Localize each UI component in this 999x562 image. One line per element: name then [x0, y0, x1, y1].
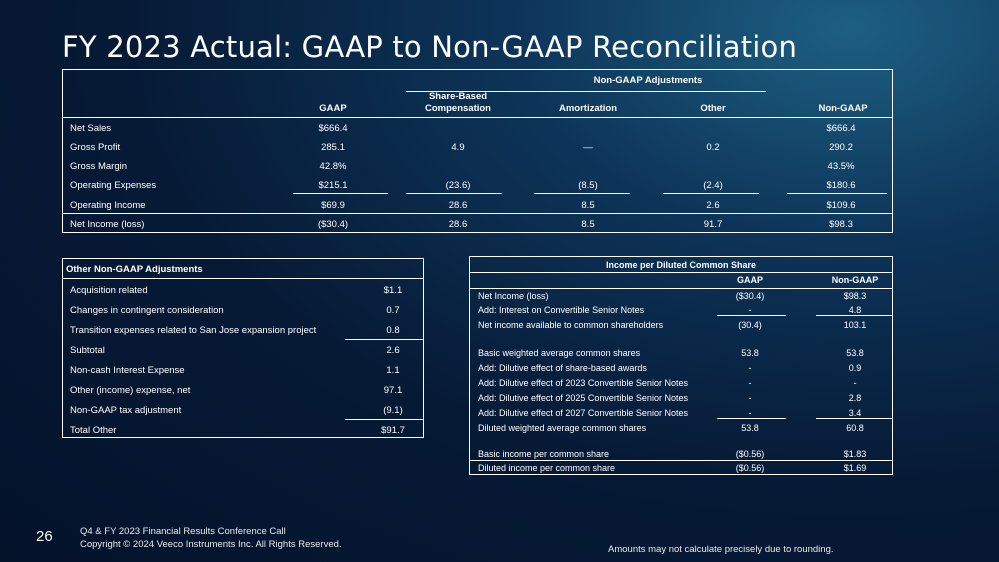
other-row-label: Acquisition related [70, 285, 148, 296]
other-value: (2.4) [703, 180, 723, 191]
sbc-value: 28.6 [448, 219, 468, 230]
gaap-value: 285.1 [321, 142, 345, 153]
eps-divider [470, 460, 892, 461]
eps-underline [717, 418, 786, 419]
eps-gaap-value: 53.8 [741, 348, 759, 358]
other-row-label: Non-cash Interest Expense [70, 365, 185, 376]
eps-gaap-value: - [748, 305, 752, 315]
subtotal-underline [406, 193, 502, 194]
footer-text [80, 525, 342, 551]
other-row-value: 0.7 [386, 305, 400, 316]
rounding-note: Amounts may not calculate precisely due to rounding. [608, 544, 834, 555]
gaap-value: $69.9 [321, 200, 345, 211]
row-label: Net Sales [70, 123, 112, 134]
row-label: Gross Profit [70, 142, 121, 153]
eps-nongaap-value: 2.8 [848, 393, 862, 403]
other-value: 91.7 [703, 219, 723, 230]
reconciliation-table [62, 69, 893, 233]
eps-row-label: Add: Dilutive effect of share-based awards [478, 363, 647, 373]
row-label: Net Income (loss) [70, 219, 145, 230]
eps-gaap-value: ($0.56) [735, 449, 765, 459]
other-row-value: 0.8 [386, 325, 400, 336]
other-row-value: (9.1) [383, 405, 403, 416]
nongaap-value: 290.2 [829, 142, 853, 153]
eps-underline [717, 315, 786, 316]
eps-row-label: Diluted weighted average common shares [478, 423, 647, 433]
group-header: Non-GAAP Adjustments [593, 75, 703, 86]
eps-row-label: Basic income per common share [478, 449, 610, 459]
eps-row-label: Basic weighted average common shares [478, 348, 641, 358]
eps-row-label: Add: Dilutive effect of 2025 Convertible Senior Notes [478, 393, 688, 403]
row-divider [63, 213, 892, 214]
eps-underline [816, 315, 892, 316]
subtotal-underline [663, 193, 759, 194]
nongaap-value: 43.5% [827, 161, 855, 172]
other-row-label: Transition expenses related to San Jose expansion project [70, 325, 317, 336]
sbc-value: (23.6) [445, 180, 471, 191]
amortization-value: — [583, 142, 593, 153]
other-row-label: Changes in contingent consideration [70, 305, 224, 316]
page-title: FY 2023 Actual: GAAP to Non-GAAP Reconciliation [62, 30, 798, 64]
eps-colheader-divider [470, 288, 892, 289]
page-number: 26 [36, 528, 53, 545]
subtotal-underline [293, 193, 388, 194]
other-row-value: 97.1 [383, 385, 403, 396]
eps-nongaap-value: $98.3 [843, 291, 867, 301]
eps-nongaap-value: 0.9 [848, 363, 862, 373]
sbc-value: 28.6 [448, 200, 468, 211]
nongaap-value: $109.6 [826, 200, 856, 211]
amortization-value: 8.5 [581, 200, 595, 211]
col-amortization: Amortization [558, 103, 618, 114]
eps-nongaap-value: $1.69 [843, 463, 867, 473]
gaap-value: $215.1 [318, 180, 348, 191]
gaap-value: ($30.4) [317, 219, 349, 230]
subtotal-underline [534, 193, 630, 194]
eps-nongaap-value: 103.1 [843, 320, 867, 330]
eps-header: Income per Diluted Common Share [605, 260, 757, 270]
other-row-value: $1.1 [383, 285, 403, 296]
eps-gaap-value: 53.8 [741, 423, 759, 433]
other-row-value: 1.1 [386, 365, 400, 376]
subtotal-underline [345, 339, 423, 340]
nongaap-value: $180.6 [826, 180, 856, 191]
other-adjustments-table [62, 258, 424, 438]
eps-header-divider [470, 272, 892, 273]
col-gaap: GAAP [319, 103, 347, 114]
row-label: Operating Income [70, 200, 146, 211]
eps-row-label: Add: Interest on Convertible Senior Notes [478, 305, 645, 315]
other-row-label: Subtotal [70, 345, 105, 356]
other-row-value: $91.7 [381, 425, 405, 436]
eps-nongaap-value: 53.8 [846, 348, 864, 358]
total-underline-2 [345, 437, 423, 438]
eps-row-label: Net Income (loss) [478, 291, 549, 301]
subtotal-underline [787, 193, 887, 194]
sbc-value: 4.9 [451, 142, 465, 153]
total-underline [345, 419, 423, 420]
gaap-value: 42.8% [319, 161, 347, 172]
other-row-label: Other (income) expense, net [70, 385, 191, 396]
row-label: Operating Expenses [70, 180, 157, 191]
eps-row-label: Add: Dilutive effect of 2023 Convertible Senior Notes [478, 378, 688, 388]
col-nongaap: Non-GAAP [818, 103, 868, 114]
eps-gaap-value: - [748, 393, 752, 403]
row-label: Gross Margin [70, 161, 128, 172]
amortization-value: (8.5) [578, 180, 598, 191]
header-divider [63, 117, 892, 118]
eps-nongaap-value: 4.8 [848, 305, 862, 315]
eps-col-nongaap: Non-GAAP [831, 275, 879, 285]
eps-gaap-value: (30.4) [738, 320, 762, 330]
eps-gaap-value: - [748, 363, 752, 373]
other-value: 2.6 [706, 200, 720, 211]
amortization-value: 8.5 [581, 219, 595, 230]
nongaap-value: $666.4 [826, 123, 856, 134]
col-sbc-line1: Share-Based [428, 91, 488, 102]
eps-nongaap-value: $1.83 [843, 449, 867, 459]
nongaap-value: $98.3 [829, 219, 853, 230]
eps-gaap-value: - [748, 408, 752, 418]
eps-row-label: Add: Dilutive effect of 2027 Convertible Senior Notes [478, 408, 688, 418]
eps-underline [816, 418, 892, 419]
other-row-value: 2.6 [386, 345, 400, 356]
footer-line1: Q4 & FY 2023 Financial Results Conference Call [80, 526, 286, 537]
eps-row-label: Diluted income per common share [478, 463, 616, 473]
eps-col-gaap: GAAP [736, 275, 763, 285]
eps-nongaap-value: 3.4 [848, 408, 862, 418]
eps-table [469, 256, 893, 475]
gaap-value: $666.4 [318, 123, 348, 134]
eps-row-label: Net income available to common shareholders [478, 320, 664, 330]
col-other: Other [700, 103, 726, 114]
col-sbc-line2: Compensation [425, 103, 491, 114]
other-value: 0.2 [706, 142, 720, 153]
other-row-label: Total Other [70, 425, 117, 436]
eps-nongaap-value: 60.8 [846, 423, 864, 433]
eps-gaap-value: ($0.56) [735, 463, 765, 473]
other-row-label: Non-GAAP tax adjustment [70, 405, 182, 416]
other-header: Other Non-GAAP Adjustments [66, 264, 203, 275]
eps-gaap-value: ($30.4) [735, 291, 765, 301]
eps-nongaap-value: - [853, 378, 857, 388]
footer-line2: Copyright © 2024 Veeco Instruments Inc. All Rights Reserved. [80, 539, 342, 550]
other-header-divider [63, 278, 423, 279]
eps-gaap-value: - [748, 378, 752, 388]
